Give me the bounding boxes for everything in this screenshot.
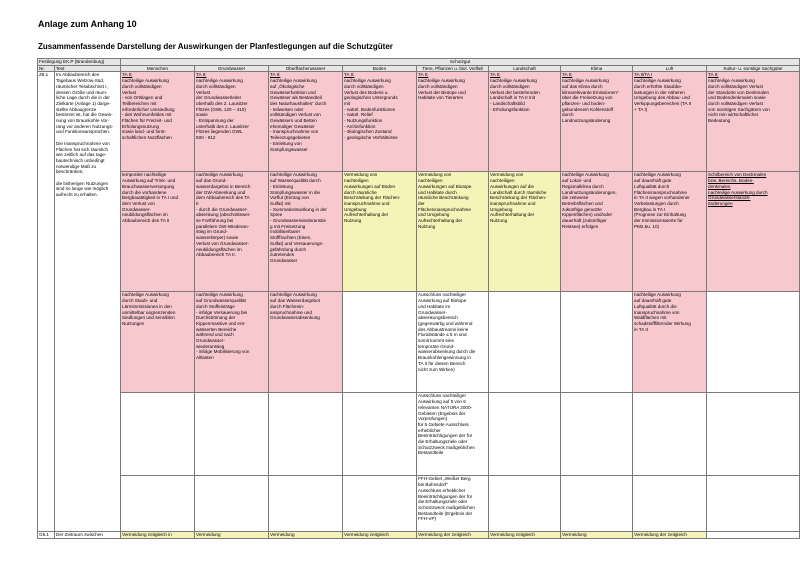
table-cell: Vermeidung zeitgleich (343, 532, 417, 539)
nr-cell: Z8.1 (38, 72, 55, 532)
table-cell (121, 393, 195, 476)
column-header: Boden (343, 65, 417, 72)
table-cell (269, 393, 343, 476)
table-cell: Schilbereich von Denkmalen bzw. Bereichs, Boden- denkmalen nachteilige Auswirkung durch Grundwasserstands- änderungen (707, 172, 800, 292)
table-cell: Vermeidung zeitgleich (489, 532, 561, 539)
table-cell: Vermeidung von nachteiligen Auswirkungen auf die Landschaft durch räumliche Beschränkung der Flächen- inanspruchnahme und Umgebung Aufrechterhaltung der Nutzung (489, 172, 561, 292)
column-header: Tiere, Pflanzen u. biol. Vielfalt (417, 65, 489, 72)
area-tag: TA II: (122, 72, 133, 78)
table-cell: Vermeidung (561, 532, 633, 539)
document-subtitle: Zusammenfassende Darstellung der Auswirkungen der Planfestlegungen auf die Schutzgüter (38, 42, 393, 51)
column-header: Kultur- u. sonstige Sachgüter (707, 65, 800, 72)
table-cell: nachteilige Auswirkung auf Lokal- und Regionalklima durch Landnutzungsänderungen, die zeitweise Betriebsflächen und zukünftige genutzte Kippenflächen) und/oder dauerhaft (zukünftiger Restsee) erfolgen (561, 172, 633, 292)
column-header: Klima (561, 65, 633, 72)
table-cell (269, 476, 343, 532)
area-tag: TA II/TA I (634, 72, 653, 78)
table-cell (489, 476, 561, 532)
text-cell: Im Abbaubereich des Tagebaus Welzow-Süd, räumlicher Teilabschnitt I, dessen Größe und räum- liche Lage durch die in der Zielkarte (Anlage 1) darge- stellte Abbaugrenze bestimmt ist, hat die Gewin- nung von Braunkohle Vor- rang vor anderen Nutzungs- und Funktionsansprüchen. Die Inanspruchnahme von Flächen hat sich räumlich wie zeitlich auf das tage- bautechnisch unbedingt notwendige Maß zu beschränken; die bisherigen Nutzungen sind so lange wie möglich aufrecht zu erhalten. (55, 72, 121, 532)
table-cell (633, 72, 707, 172)
table-cell: nachteilige Auswirkung auf dauerhaft gute Luftqualität durch Flächeninanspruchnahme in TA II wegen vorhandener Vorbelastungen durch Bergbau in TA I (Prognose zur Einhaltung der Immissionswerte für PM2,5u. 10) (633, 172, 707, 292)
table-cell (561, 393, 633, 476)
column-header: Landschaft (489, 65, 561, 72)
cell-text: nachteilige Auswirkung durch vollständigen Verlust der bestehenden Landschaft in TA II mit - Landschaftsbild - Erholungsfunktion (490, 78, 540, 112)
table-cell: Vermeidung der zeitgleich (417, 532, 489, 539)
table-cell (707, 72, 800, 172)
table-row (38, 532, 800, 539)
table-cell (489, 393, 561, 476)
header-row-2 (38, 65, 800, 72)
cell-text: nachteilige Auswirkung durch vollständigen Verlust der Grundwasserleiter oberhalb des 2. Lausitzer Flözes (GWL 120 – 410) sowie - Entspannung der unterhalb des 2. Lausitzer Flözes liegenden GWL 500 - 612 (196, 78, 249, 141)
table-cell: Vermeidung (195, 532, 269, 539)
area-tag: TA II: (490, 72, 501, 78)
cell-text: nachteilige Auswirkung durch vollständigen Verlust der Biotope und Habitate von Tierarten (418, 78, 466, 101)
area-tag: TA II: (196, 72, 207, 78)
table-cell: Vermeidung (269, 532, 343, 539)
table-cell: Ausschluss nachteiliger Auswirkung auf 5 von 6 relevanten NATURA 2000- Gebieten (Ergebnis der Vorprüfungen) für 5 Gebiete Ausschluss erheblicher Beeinträchtigungen der für die Erhaltungsziele oder Schutzzweck maßgeblichen Bestandteile (417, 393, 489, 476)
table-cell: nachteilige Auswirkung auf das Grund- wasserdargebot in Bereich der GW-Absenkung und dem Abbaubereich des TA II - durch die Grundwasser- absenkung (abschnittswei- se Fortführung bei parallelem GW-Wiederan- stieg im Grund- wasserkörper) sowie Verlust von Grundwasser- neubildungsflächen im Abbaubereich TA II. (195, 172, 269, 292)
table-cell (489, 292, 561, 393)
table-row (38, 476, 800, 532)
area-tag: TA II: (270, 72, 281, 78)
table-cell: nachteilige Auswirkung auf Grundwasserqualität durch Stoffeinträge - infolge Versauerung bei Durchströmung der Kippenmassive und ent- wässerten Bereiche während und nach Grundwasser- wiederanstieg - infolge Mobilisierung von Altlasten (195, 292, 269, 393)
table-cell (343, 292, 417, 393)
cell-text: nachteilige Auswirkung durch erhöhte Staubbe- lastungen in der näheren Umgebung des Abbau- und Verkippungsbereiches (TA II + TA I) (634, 78, 692, 112)
cell-text: nachteilige Auswirkung durch vollständigen Verlust - von Ortslagen und Teilbereichen mit erforderlicher Umsiedlung - des Wohnumfeldes mit Flächen für Freizeit- und Erholungsnutzung sowie land- und forst- schaftlichen Nutzflächen (122, 78, 175, 141)
table-cell: FFH-Gebiet „Weißer Berg bei Bahnsdorf“ Ausschluss erheblicher Beeinträchtigungen der für die Erhaltungsziele oder Schutzzweck maßgeblichen Bestandteile (Ergebnis der FFH-VP) (417, 476, 489, 532)
column-header: Oberflächenwasser (269, 65, 343, 72)
area-tag: TA II: (708, 72, 719, 78)
table-cell (561, 476, 633, 532)
plan-label: Festlegung EK.P (Brandenburg) (38, 59, 121, 66)
table-cell (561, 72, 633, 172)
table-cell (489, 72, 561, 172)
table-cell (707, 532, 800, 539)
table-row (38, 292, 800, 393)
table-cell (269, 72, 343, 172)
table-cell: Vermeidung zeitgleich in (121, 532, 195, 539)
table-cell: temporäre nachteilige Auswirkung auf Trink- und Brauchwasserversorgung durch die vorhandene Bergbautätigkeit in TA I und dem Verlust von Grundwasser- neubildungsflächen im Abbaubereich des TA II (121, 172, 195, 292)
table-row (38, 172, 800, 292)
table-cell (707, 393, 800, 476)
text-header: Text (55, 65, 121, 72)
table-cell (343, 72, 417, 172)
nr-header: Nr. (38, 65, 55, 72)
table-cell (195, 72, 269, 172)
table-cell: Ausschluss nachteiliger Auswirkung auf Biotope und Habitate im Grundwasser- absenkungsbereich (gegenwärtig und während des Abbaustreams keine Flurabstände ≤ 5 m und somit kommt eine temporäre Grund- wasserabsenkung durch die Braunkohlengewinnung in TA II für diesen Bereich nicht zum Wirken) (417, 292, 489, 393)
impact-table (37, 58, 800, 539)
table-cell (121, 72, 195, 172)
table-cell (343, 476, 417, 532)
nr-cell: G8.1 (38, 532, 55, 539)
table-cell: Vermeidung von nachteiligen Auswirkungen auf Böden durch räumliche Beschränkung der Flächen- inanspruchnahme und Umgebung Aufrechterhaltung der Nutzung (343, 172, 417, 292)
cell-text: nachteilige Auswirkung auf das Klima durch klimarelevante Emissionen* über die Freisetzung von pflanzen- und boden- gebundenem Kohlenstoff durch Landnutzungsänderung (562, 78, 619, 124)
column-header: Luft (633, 65, 707, 72)
table-cell: nachteilige Auswirkung durch Staub- und Lärmimmissionen in den unmittelbar angrenzenden Siedlungen und sensiblen Nutzungen (121, 292, 195, 393)
table-cell (707, 476, 800, 532)
table-row (38, 393, 800, 476)
table-cell (195, 476, 269, 532)
area-tag: TA II: (418, 72, 429, 78)
schutzgut-label: Schutzgut (121, 59, 800, 66)
table-cell (417, 72, 489, 172)
table-cell (633, 393, 707, 476)
cell-text: nachteilige Auswirkung durch vollständigen Verlust des Bodens u. geologischen Untergrunds mit - natürl. Bodenfunktionen - natürl. Relief - Nutzungsfunktion - Archivfunktion - ökologischen Zustand - geologische Verhältnisse (344, 78, 398, 141)
cell-text: nachteilige Auswirkung durch vollständigen Verlust der Standorte von Denkmalen und Bodendenkmalen sowie durch vollständigen Verlust von sonstigen Sachgütern von nicht rein wirtschaftlicher Bedeutung (708, 78, 770, 124)
area-tag: TA II: (344, 72, 355, 78)
column-header: Grundwasser (195, 65, 269, 72)
column-header: Menschen (121, 65, 195, 72)
table-cell (343, 393, 417, 476)
document-title: Anlage zum Anhang 10 (38, 19, 137, 29)
text-cell: Der Zeitraum zwischen (55, 532, 121, 539)
table-cell (561, 292, 633, 393)
table-cell: nachteilige Auswirkung auf dauerhaft gute Luftqualität durch die Inanspruchnahme von Waldflächen mit schadstofffilternder Wirkung in TA II (633, 292, 707, 393)
table-row (38, 72, 800, 172)
table-cell (707, 292, 800, 393)
area-tag: TA II: (562, 72, 573, 78)
table-cell: nachteilige Auswirkung auf Wasserqualität durch - Einleitung Sümpfungswasser in die Vorflut (Eintrag von Sulfat) mit - Summationswirkung in der Spree - Grundwasserwiederanstie g mit Freisetzung mobilisierbarer Stofffrachten (Eisen, Sulfat) und Versauerungs- gefährdung durch zutretendes Grundwasser (269, 172, 343, 292)
table-cell (633, 476, 707, 532)
table-cell (121, 476, 195, 532)
cell-text: nachteilige Auswirkung auf „Ökologische Gewässerfunktion und Gewässer als Bestandteil des Naturhaushaltes“ durch - teilweisen oder vollständigen Verlust von Gewässern und Betten ehemaliger Gewässer - Inanspruchnahme von Teileinzugsgebieten - Einleitung von Sümpfungswasser (270, 78, 327, 152)
table-cell: Vermeidung von nachteiligen Auswirkungen auf Biotope und Habitate durch räumliche Beschränkung der Flächeninanspruchnahme und Umgebung Aufrechterhaltung der Nutzung (417, 172, 489, 292)
table-cell: Vermeidung der zeitgleich (633, 532, 707, 539)
table-cell (195, 393, 269, 476)
header-row-1 (38, 59, 800, 66)
table-cell: nachteilige Auswirkung auf das Wasserdargebot durch Flächenin- anspruchnahme und Grundwasserabsenkung (269, 292, 343, 393)
